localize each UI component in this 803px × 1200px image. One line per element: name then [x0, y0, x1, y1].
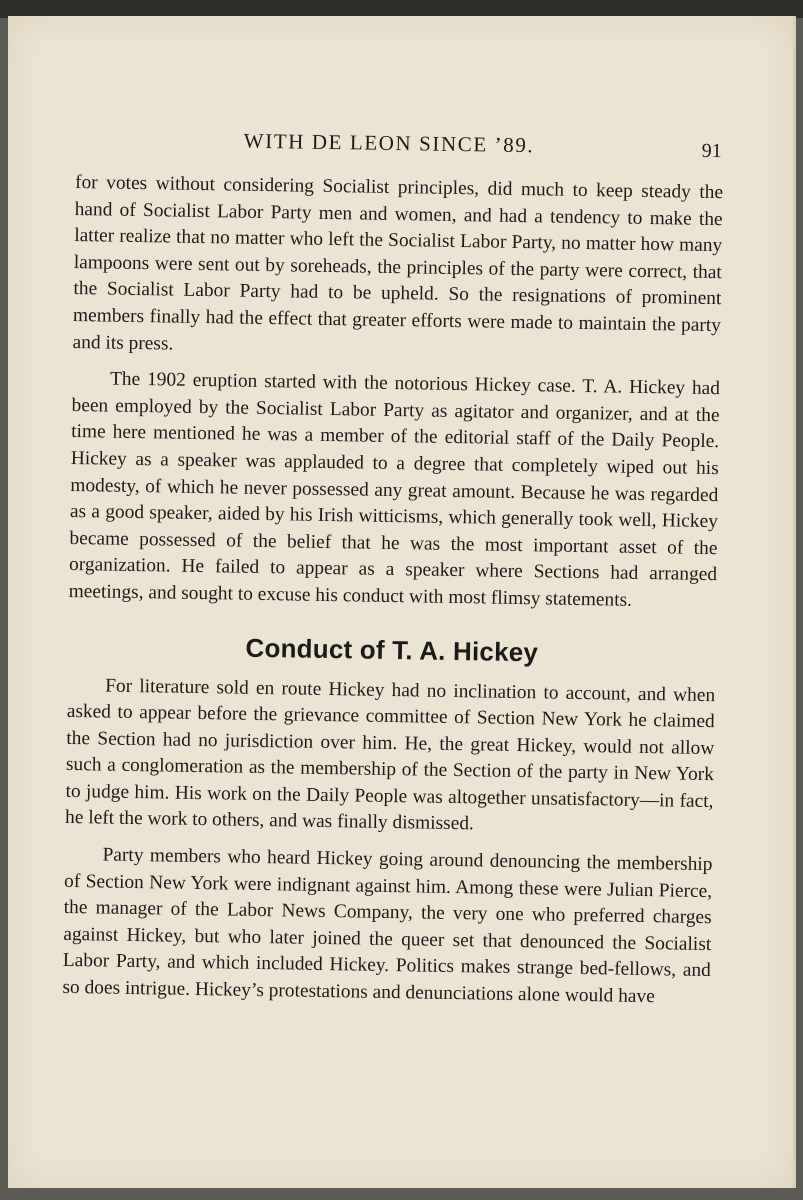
paragraph-hickey-case: The 1902 eruption started with the notorious Hickey case. T. A. Hickey had been employed by the Socialist Labor Party as agitator and organizer, and at the time here mentioned he was a member of the editorial staff of the Daily People. Hickey as a speaker was applauded to a degree that completely wiped out his modesty, of which he never possessed any great amount. Because he was regarded as a good speaker, aided by his Irish witticisms, which generally took well, Hickey became possessed of the belief that he was the most important asset of the organization. He failed to appear as a speaker where Sections had arranged meetings, and sought to excuse his conduct with most flimsy statements. — [68, 368, 721, 611]
book-page — [8, 16, 796, 1188]
page-number: 91 — [701, 139, 722, 163]
page-content — [62, 126, 724, 1012]
paragraph-party-members: Party members who heard Hickey going around denouncing the membership of Section New York were indignant against him. Among these were Julian Pierce, the manager of the Labor News Company, the very one who preferred charges against Hickey, but who later joined the queer set that denounced the Socialist Labor Party, and which included Hickey. Politics makes strange bed-fellows, and so does intrigue. Hickey’s protestations and denunciations alone would have — [62, 844, 713, 1008]
running-title: WITH DE LEON SINCE ’89. — [243, 128, 535, 158]
paragraph-continued: for votes without considering Socialist principles, did much to keep steady the hand of Socialist Labor Party men and women, and had a tendency to make the latter realize that no matter who left the Socialist Labor Party, no matter how many lampoons were sent out by soreheads, the principles of the party were correct, that the Socialist Labor Party had to be upheld. So the resignations of prominent members finally had the effect that greater efforts were made to maintain the party and its press. — [72, 171, 724, 355]
section-heading: Conduct of T. A. Hickey — [245, 632, 539, 667]
paragraph-literature: For literature sold en route Hickey had no inclination to account, and when asked to appear before the grievance committee of Section New York he claimed the Section had no jurisdiction over him. He, the great Hickey, would not allow such a conglomeration as the membership of the Section of the party in New York to judge him. His work on the Daily People was altogether unsatisfactory—in fact, he left the work to others, and was finally dismissed. — [64, 675, 716, 835]
